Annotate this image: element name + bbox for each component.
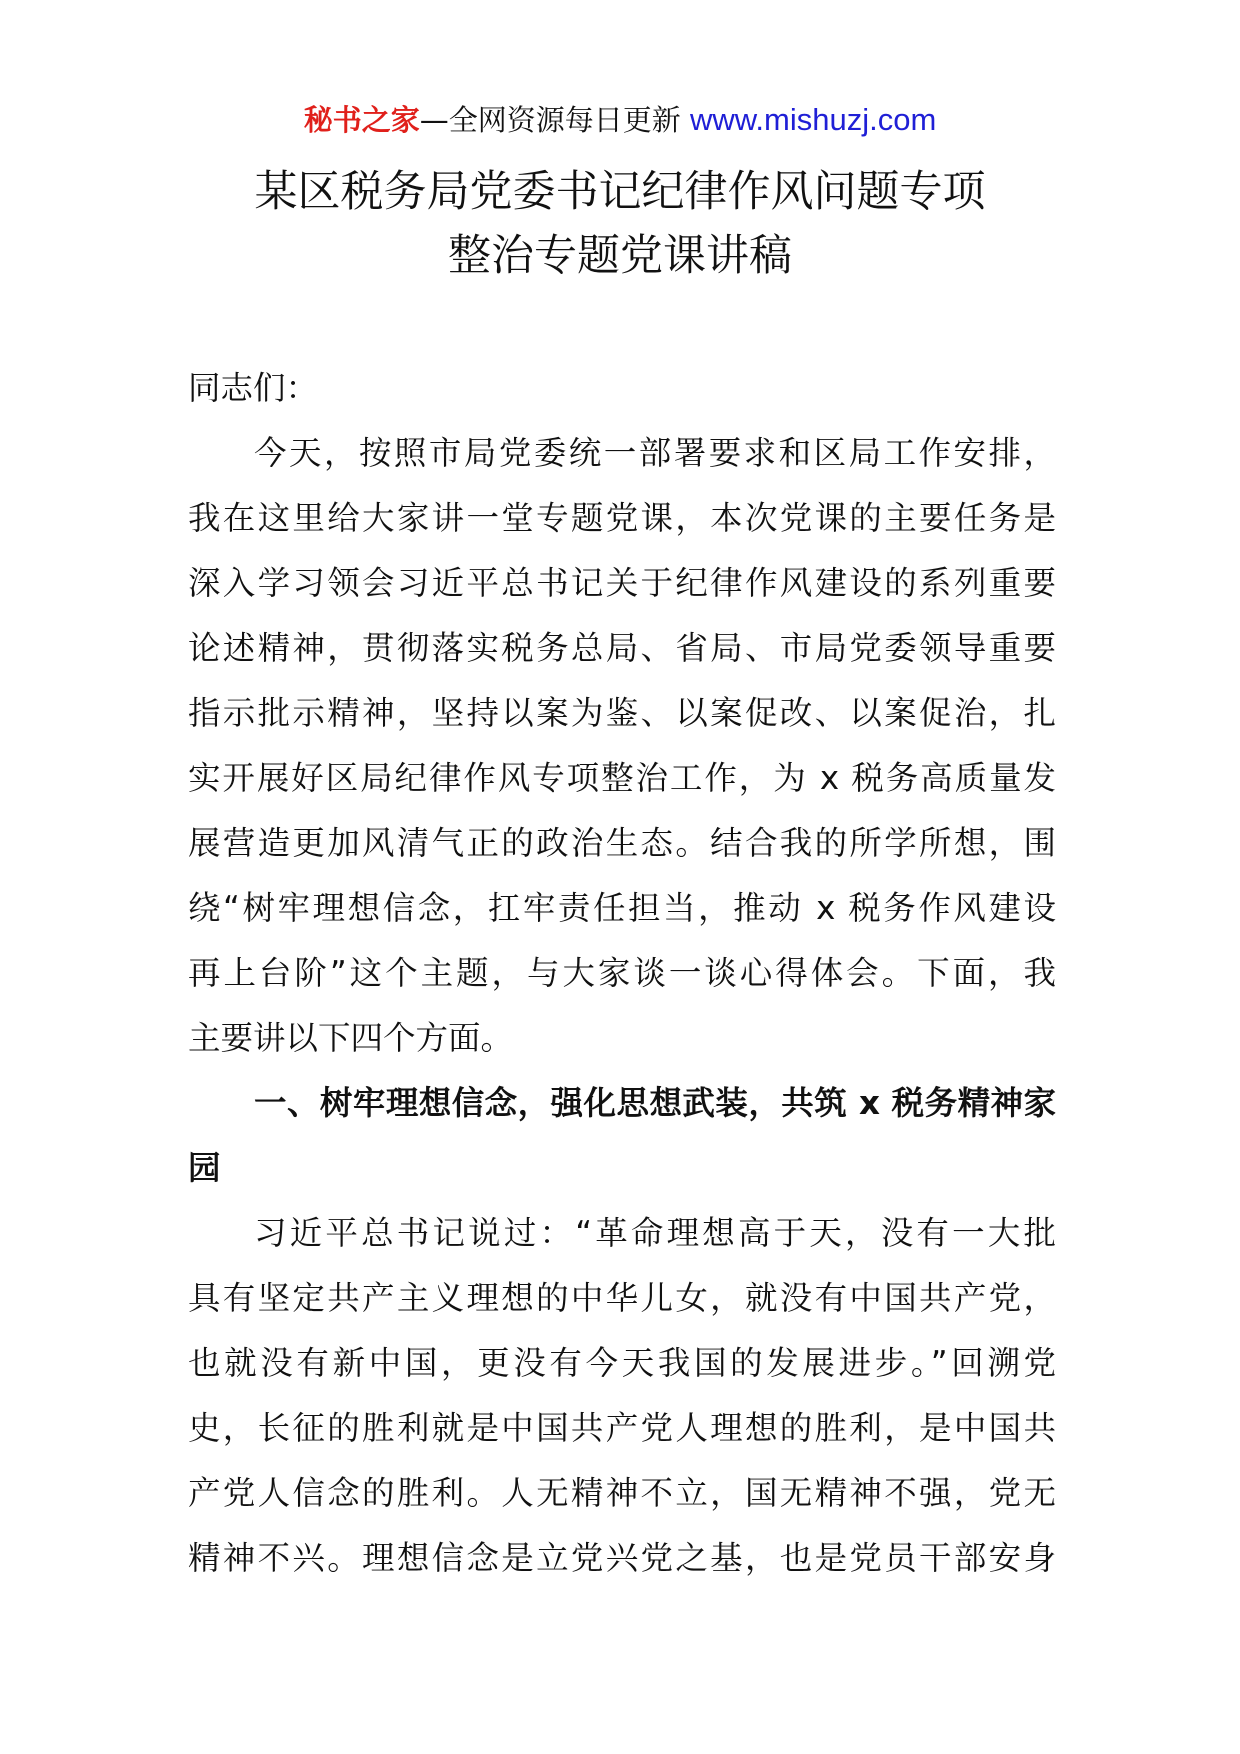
paragraph-line: 产党人信念的胜利。人无精神不立，国无精神不强，党无 bbox=[188, 1474, 1056, 1512]
document-body bbox=[188, 356, 1056, 1591]
paragraph-line: 绕“树牢理想信念，扛牢责任担当，推动 x 税务作风建设 bbox=[188, 889, 1056, 927]
header-tagline: —全网资源每日更新 bbox=[419, 103, 690, 137]
paragraph-line: 指示批示精神，坚持以案为鉴、以案促改、以案促治，扎 bbox=[188, 694, 1056, 732]
watermark-header bbox=[0, 100, 1240, 140]
section-heading-line: 一、树牢理想信念，强化思想武装，共筑 x 税务精神家 bbox=[254, 1084, 1056, 1122]
paragraph-line: 我在这里给大家讲一堂专题党课，本次党课的主要任务是 bbox=[188, 499, 1056, 537]
site-url-link[interactable]: www.mishuzj.com bbox=[689, 102, 937, 137]
paragraph-line: 展营造更加风清气正的政治生态。结合我的所学所想，围 bbox=[188, 824, 1056, 862]
paragraph-line: 深入学习领会习近平总书记关于纪律作风建设的系列重要 bbox=[188, 564, 1056, 602]
title-line-1: 某区税务局党委书记纪律作风问题专项 bbox=[254, 167, 986, 217]
paragraph-line: 主要讲以下四个方面。 bbox=[188, 1019, 514, 1057]
paragraph-line: 论述精神，贯彻落实税务总局、省局、市局党委领导重要 bbox=[188, 629, 1056, 667]
greeting: 同志们： bbox=[188, 369, 319, 407]
brand-name: 秘书之家 bbox=[303, 103, 420, 137]
paragraph-line: 精神不兴。理想信念是立党兴党之基，也是党员干部安身 bbox=[188, 1539, 1056, 1577]
paragraph-line: 具有坚定共产主义理想的中华儿女，就没有中国共产党， bbox=[188, 1279, 1056, 1317]
paragraph-line: 也就没有新中国，更没有今天我国的发展进步。”回溯党 bbox=[188, 1344, 1056, 1382]
section-heading-line: 园 bbox=[188, 1149, 221, 1187]
paragraph-line: 史，长征的胜利就是中国共产党人理想的胜利，是中国共 bbox=[188, 1409, 1056, 1447]
document-title bbox=[0, 160, 1240, 288]
paragraph-line: 习近平总书记说过：“革命理想高于天，没有一大批 bbox=[254, 1214, 1056, 1252]
paragraph-line: 实开展好区局纪律作风专项整治工作，为 x 税务高质量发 bbox=[188, 759, 1056, 797]
paragraph-line: 今天，按照市局党委统一部署要求和区局工作安排， bbox=[254, 434, 1056, 472]
paragraph-line: 再上台阶”这个主题，与大家谈一谈心得体会。下面，我 bbox=[188, 954, 1056, 992]
title-line-2: 整治专题党课讲稿 bbox=[448, 231, 792, 281]
